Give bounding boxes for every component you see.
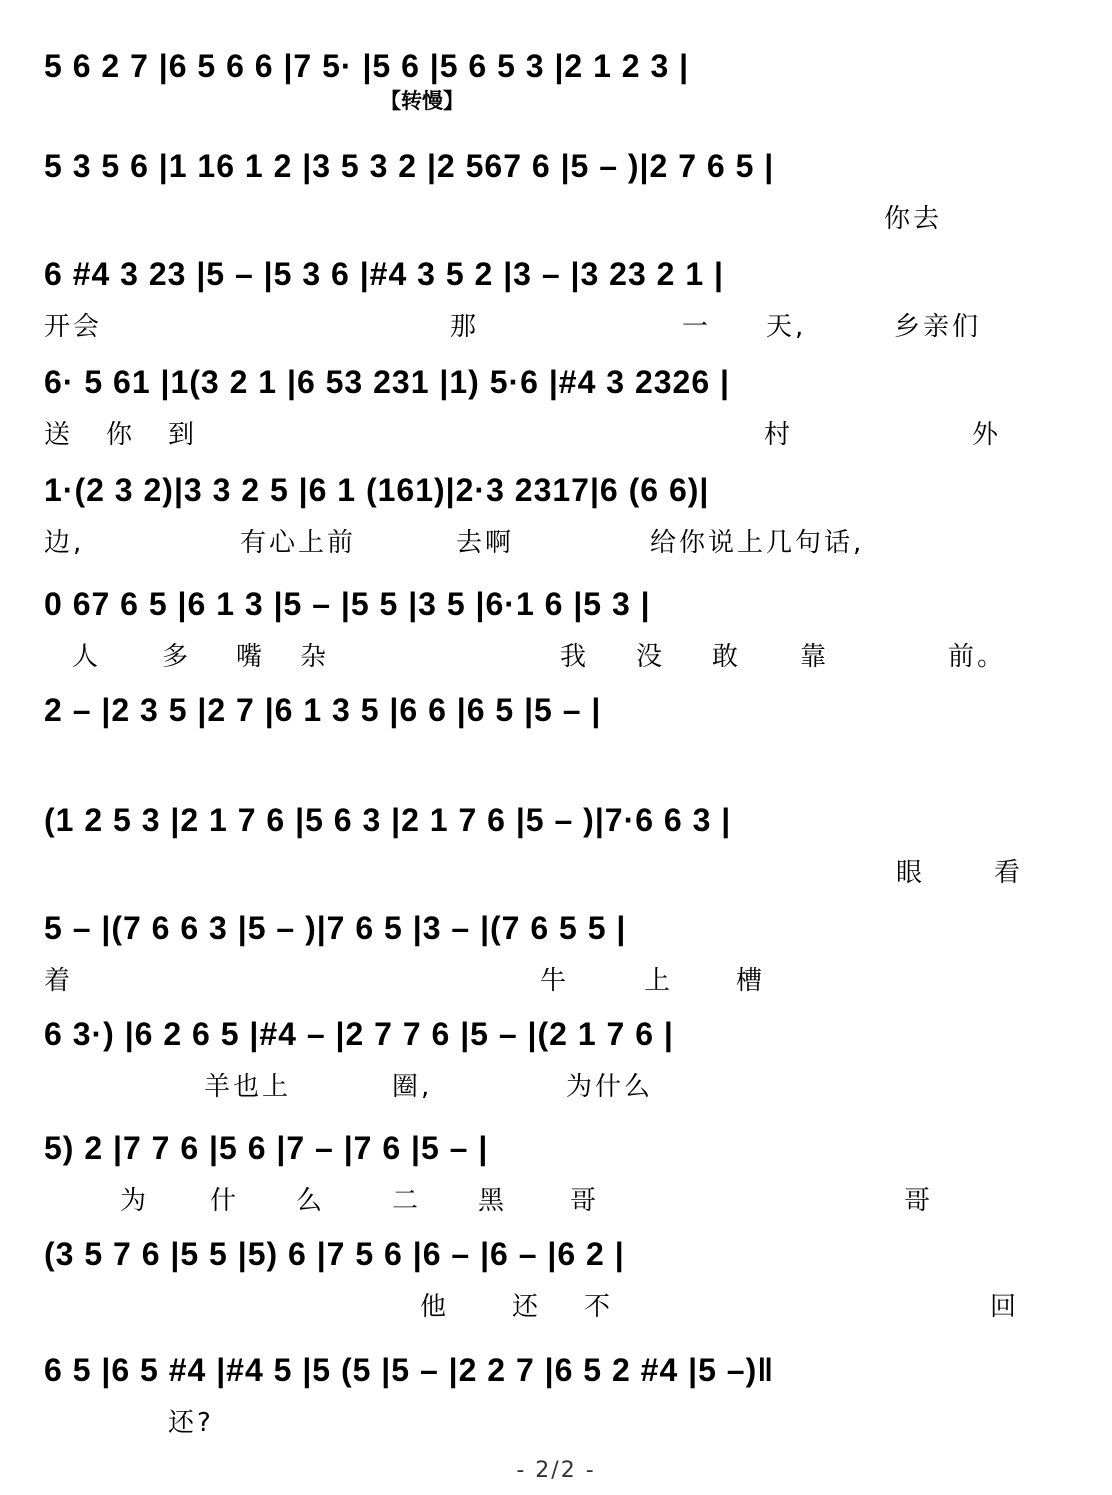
lyric-text: 哥 bbox=[904, 1186, 934, 1216]
score-line bbox=[0, 442, 1112, 558]
lyric-text: 到 bbox=[168, 420, 198, 450]
score-line bbox=[0, 1206, 1112, 1322]
melody-notation: 5 3 5 6 |1 16 1 2 |3 5 3 2 |2 567 6 |5 – )|2 7 6 5 | bbox=[44, 147, 775, 184]
score-line bbox=[0, 1322, 1112, 1438]
melody-notation: 5) 2 |7 7 6 |5 6 |7 – |7 6 |5 – | bbox=[44, 1129, 489, 1166]
tempo-mark: 【转慢】 bbox=[380, 89, 464, 113]
page-number: - 2/2 - bbox=[516, 1458, 596, 1483]
score-line bbox=[0, 662, 1112, 772]
lyric-text: 杂 bbox=[300, 642, 330, 672]
lyric-text: 那 bbox=[450, 312, 480, 342]
score-line bbox=[0, 556, 1112, 672]
score-line bbox=[0, 880, 1112, 996]
melody-notation: 2 – |2 3 5 |2 7 |6 1 3 5 |6 6 |6 5 |5 – | bbox=[44, 691, 602, 728]
lyric-text: 你 bbox=[106, 420, 136, 450]
melody-notation: 6 5 |6 5 #4 |#4 5 |5 (5 |5 – |2 2 7 |6 5 2 #4 |5 –)‖ bbox=[44, 1351, 775, 1388]
melody-notation: 1·(2 3 2)|3 3 2 5 |6 1 (161)|2·3 2317|6 (6 6)| bbox=[44, 471, 710, 508]
lyric-line bbox=[44, 1402, 1068, 1436]
lyric-text: 上 bbox=[644, 966, 674, 996]
lyric-text: 圈, bbox=[392, 1072, 433, 1102]
lyric-text: 回 bbox=[990, 1292, 1020, 1322]
lyric-text: 村 bbox=[764, 420, 794, 450]
lyric-line bbox=[44, 1286, 1068, 1320]
lyric-text: 边, bbox=[44, 528, 85, 558]
lyric-text: 有心上前 bbox=[240, 528, 357, 558]
lyric-text: 外 bbox=[972, 420, 1002, 450]
lyric-text: 多 bbox=[162, 642, 192, 672]
melody-notation: 6 #4 3 23 |5 – |5 3 6 |#4 3 5 2 |3 – |3 23 2 1 | bbox=[44, 255, 724, 292]
lyric-text: 敢 bbox=[712, 642, 742, 672]
score-line bbox=[0, 986, 1112, 1102]
lyric-text: 么 bbox=[296, 1186, 326, 1216]
lyric-text: 人 bbox=[72, 642, 102, 672]
lyric-text: 开会 bbox=[44, 312, 103, 342]
score-line bbox=[0, 1100, 1112, 1216]
score-line bbox=[0, 334, 1112, 450]
lyric-text: 靠 bbox=[800, 642, 830, 672]
lyric-text: 牛 bbox=[540, 966, 570, 996]
lyric-text: 乡亲们 bbox=[894, 312, 982, 342]
lyric-text: 一 bbox=[682, 312, 712, 342]
lyric-text: 黑 bbox=[478, 1186, 508, 1216]
lyric-line bbox=[44, 1066, 1068, 1100]
lyric-text: 他 bbox=[420, 1292, 450, 1322]
lyric-text: 还 bbox=[512, 1292, 542, 1322]
lyric-text: 还? bbox=[168, 1408, 214, 1438]
melody-notation: 5 6 2 7 |6 5 6 6 |7 5· |5 6 |5 6 5 3 |2 1 2 3 | bbox=[44, 47, 690, 84]
lyric-text: 二 bbox=[392, 1186, 422, 1216]
melody-notation: (3 5 7 6 |5 5 |5) 6 |7 5 6 |6 – |6 – |6 2 | bbox=[44, 1235, 625, 1272]
lyric-text: 羊也上 bbox=[204, 1072, 292, 1102]
lyric-text: 前。 bbox=[948, 642, 1007, 672]
lyric-line bbox=[44, 522, 1068, 556]
lyric-text: 为 bbox=[120, 1186, 150, 1216]
lyric-text: 着 bbox=[44, 966, 74, 996]
lyric-text: 眼 bbox=[896, 858, 926, 888]
lyric-text: 什 bbox=[210, 1186, 240, 1216]
melody-notation: 5 – |(7 6 6 3 |5 – )|7 6 5 |3 – |(7 6 5 5 | bbox=[44, 909, 627, 946]
lyric-text: 看 bbox=[994, 858, 1024, 888]
score-line bbox=[0, 772, 1112, 888]
lyric-text: 不 bbox=[584, 1292, 614, 1322]
melody-notation: 6 3·) |6 2 6 5 |#4 – |2 7 7 6 |5 – |(2 1 7 6 | bbox=[44, 1015, 674, 1052]
lyric-text: 给你说上几句话, bbox=[650, 528, 865, 558]
melody-notation: (1 2 5 3 |2 1 7 6 |5 6 3 |2 1 7 6 |5 – )|7·6 6 3 | bbox=[44, 801, 732, 838]
score-line bbox=[0, 18, 1112, 128]
lyric-text: 没 bbox=[636, 642, 666, 672]
lyric-text: 嘴 bbox=[236, 642, 266, 672]
lyric-text: 哥 bbox=[570, 1186, 600, 1216]
lyric-text: 槽 bbox=[736, 966, 766, 996]
melody-notation: 6· 5 61 |1(3 2 1 |6 53 231 |1) 5·6 |#4 3 2326 | bbox=[44, 363, 730, 400]
lyric-text: 去啊 bbox=[456, 528, 515, 558]
score-line bbox=[0, 226, 1112, 342]
lyric-text: 天, bbox=[766, 312, 807, 342]
lyric-text: 你去 bbox=[884, 204, 943, 234]
lyric-text: 为什么 bbox=[566, 1072, 654, 1102]
lyric-text: 我 bbox=[560, 642, 590, 672]
melody-notation: 0 67 6 5 |6 1 3 |5 – |5 5 |3 5 |6·1 6 |5 3 | bbox=[44, 585, 651, 622]
score-line bbox=[0, 118, 1112, 234]
lyric-text: 送 bbox=[44, 420, 74, 450]
